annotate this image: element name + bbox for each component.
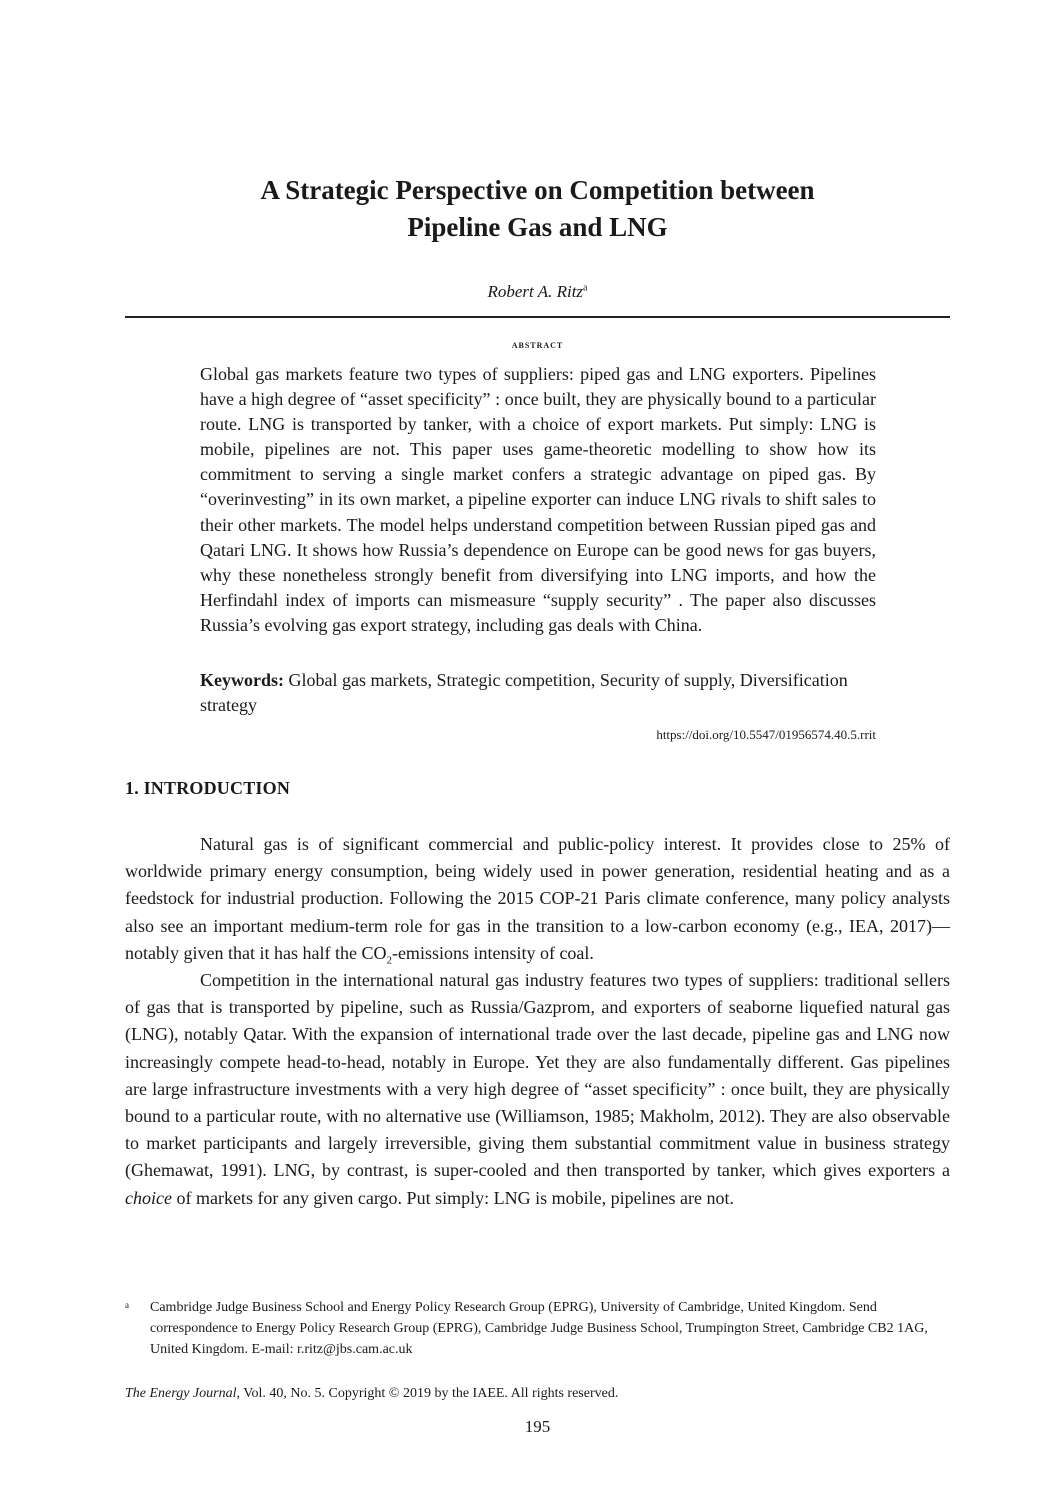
author-line (125, 282, 950, 302)
paragraph-2 (125, 967, 950, 1212)
title-line-2: Pipeline Gas and LNG (407, 212, 668, 242)
section-heading: 1. INTRODUCTION (125, 778, 291, 798)
header-rule (125, 316, 950, 318)
paragraph-2-emphasis: choice (125, 1187, 172, 1208)
keywords-list: Global gas markets, Strategic competition, Security of supply, Diversification strategy (200, 670, 848, 715)
author-name: Robert A. Ritz (487, 282, 584, 301)
keywords-line (200, 668, 876, 718)
affiliation-footnote (125, 1297, 950, 1360)
paper-title (125, 172, 950, 246)
keywords-label: Keywords: (200, 670, 284, 690)
page-number: 195 (524, 1417, 551, 1436)
paragraph-1-text-a: Natural gas is of significant commercial and public-policy interest. It provides close to 25% of worldwide primary energy consumption, being widely used in power generation, residential heating and as a feedstock for industrial production. Following the 2015 COP-21 Paris climate conference, many policy analysts also see an important medium-term role for gas in the transition to a low-carbon economy (e.g., IEA, 2017)—notably given that it has half the CO (125, 834, 950, 963)
co2-subscript: 2 (386, 954, 392, 967)
footnote-text: Cambridge Judge Business School and Energy Policy Research Group (EPRG), University of Cambridge, United Kingdom. Send correspondence to Energy Policy Research Group (EPRG), Cambridge Judge Business School, Trumpington Street, Cambridge CB2 1AG, United Kingdom. E-mail: r.ritz@jbs.cam.ac.uk (150, 1300, 928, 1357)
journal-name: The Energy Journal (125, 1386, 237, 1401)
journal-citation (125, 1386, 618, 1402)
paragraph-2-text-b: of markets for any given cargo. Put simply: LNG is mobile, pipelines are not. (171, 1187, 735, 1208)
paragraph-1 (125, 831, 950, 967)
paragraph-1-text-b: -emissions intensity of coal. (391, 942, 594, 963)
introduction-body (125, 831, 950, 1212)
doi-link[interactable]: https://doi.org/10.5547/01956574.40.5.rrit (656, 727, 876, 742)
abstract-heading: abstract (511, 337, 564, 351)
journal-copyright: , Vol. 40, No. 5. Copyright © 2019 by the IAEE. All rights reserved. (236, 1386, 619, 1401)
footnote-marker: a (125, 1300, 129, 1310)
title-line-1: A Strategic Perspective on Competition between (260, 175, 815, 205)
paragraph-2-text-a: Competition in the international natural gas industry features two types of suppliers: traditional sellers of gas that is transported by pipeline, such as Russia/Gazprom, and exporters of seaborne liquefied natural gas (LNG), notably Qatar. With the expansion of international trade over the last decade, pipeline gas and LNG now increasingly compete head-to-head, notably in Europe. Yet they are also fundamentally different. Gas pipelines are large infrastructure investments with a very high degree of “asset specificity” : once built, they are physically bound to a particular route, with no alternative use (Williamson, 1985; Makholm, 2012). They are also observable to market participants and largely irreversible, giving them substantial commitment value in business strategy (Ghemawat, 1991). LNG, by contrast, is super-cooled and then transported by tanker, which gives exporters a (125, 970, 950, 1181)
abstract-text: Global gas markets feature two types of suppliers: piped gas and LNG exporters. Pipelines have a high degree of “asset specificity” : once built, they are physically bound to a particular route. LNG is transported by tanker, with a choice of export markets. Put simply: LNG is mobile, pipelines are not. This paper uses game-theoretic modelling to show how its commitment to serving a single market confers a strategic advantage on piped gas. By “overinvesting” in its own market, a pipeline exporter can induce LNG rivals to shift sales to their other markets. The model helps understand competition between Russian piped gas and Qatari LNG. It shows how Russia’s dependence on Europe can be good news for gas buyers, why these nonetheless strongly benefit from diversifying into LNG imports, and how the Herfindahl index of imports can mismeasure “supply security” . The paper also discusses Russia’s evolving gas export strategy, including gas deals with China. (200, 364, 876, 635)
author-affiliation-marker: a (583, 282, 588, 294)
